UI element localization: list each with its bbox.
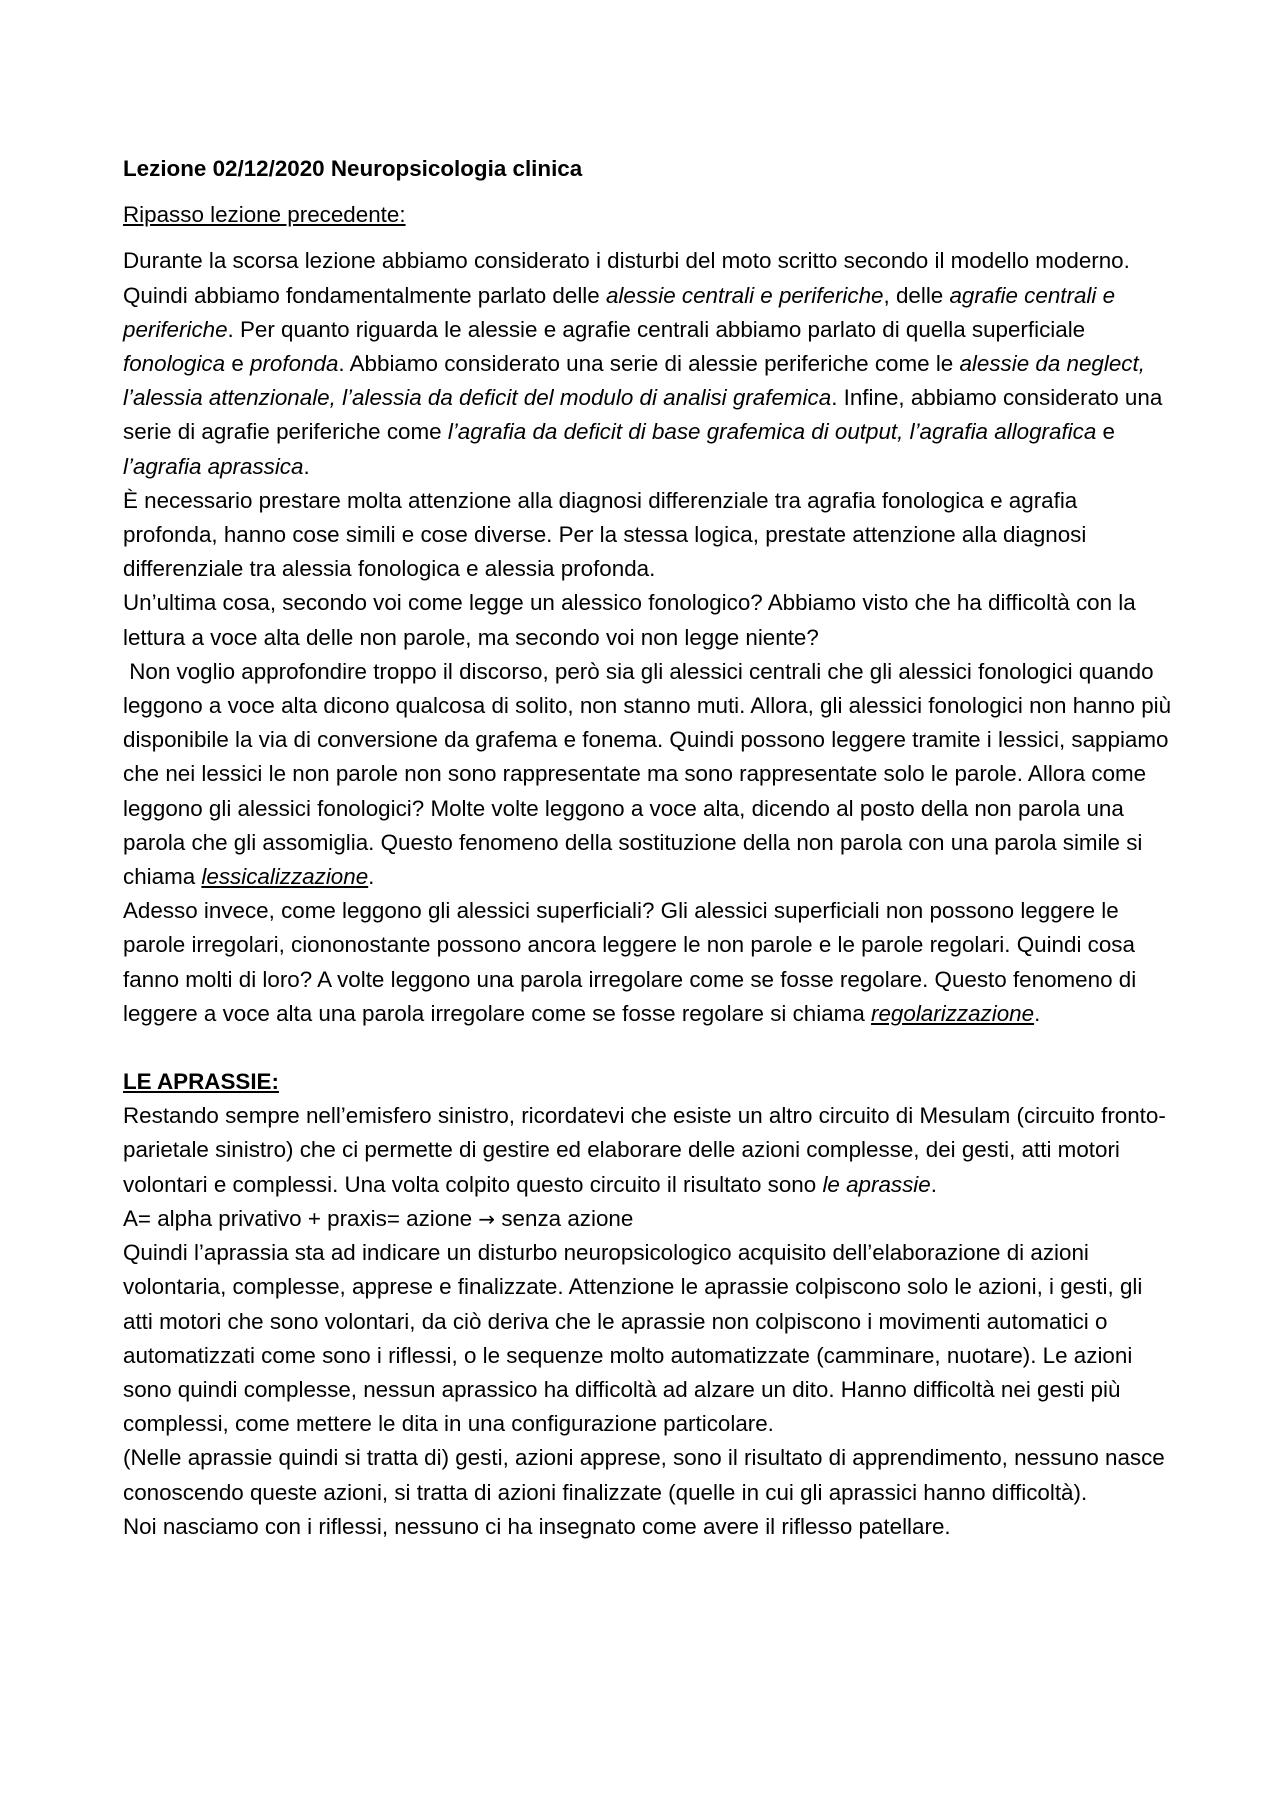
- text-run: .: [368, 864, 375, 890]
- paragraph-review-summary: [123, 244, 1173, 483]
- blank-line: [123, 1031, 1173, 1065]
- text-run: Durante la scorsa lezione abbiamo considerato i disturbi del moto scritto secondo il modello moderno. Quindi abbiamo fondamentalmente parlato delle: [123, 248, 1137, 308]
- paragraph-apraxia-definition: [123, 1236, 1173, 1441]
- text-run: Un’ultima cosa, secondo voi come legge un alessico fonologico? Abbiamo visto che ha difficoltà con la lettura a voce alta delle non parole, ma secondo voi non legge niente?: [123, 590, 1142, 650]
- paragraph-reflexes: [123, 1510, 1173, 1544]
- emphasized-term: regolarizzazione: [871, 1000, 1035, 1026]
- text-run: .: [303, 453, 310, 479]
- paragraph-etymology: [123, 1202, 1173, 1236]
- emphasized-term: agrafie centrali e periferiche: [123, 282, 1122, 342]
- paragraph-lexicalization: [123, 655, 1178, 894]
- text-run: Quindi l’aprassia sta ad indicare un disturbo neuropsicologico acquisito dell’elaborazione di azioni volontaria, complesse, apprese e finalizzate. Attenzione le aprassie colpiscono solo le azioni, i gesti, gli atti motori che sono volontari, da ciò deriva che le aprassie non colpiscono i movimenti automatici o automatizzati come sono i riflessi, o le sequenze molto automatizzate (camminare, nuotare). Le azioni sono quindi complesse, nessun aprassico ha difficoltà ad alzare un dito. Hanno difficoltà nei gesti più complessi, come mettere le dita in una configurazione particolare.: [123, 1240, 1149, 1437]
- text-run: senza azione: [495, 1205, 634, 1231]
- text-run: Noi nasciamo con i riflessi, nessuno ci ha insegnato come avere il riflesso patellare.: [123, 1513, 951, 1539]
- text-run: .: [1034, 1000, 1041, 1026]
- emphasized-term: fonologica: [123, 351, 226, 377]
- emphasized-term: profonda: [250, 351, 339, 377]
- paragraph-differential-agraphia: [123, 484, 1173, 587]
- text-run: e: [1096, 419, 1122, 445]
- emphasized-term: l’agrafia aprassica: [123, 453, 304, 479]
- text-run: Restando sempre nell’emisfero sinistro, ricordatevi che esiste un altro circuito di Mesulam (circuito fronto-parietale sinistro) che ci permette di gestire ed elaborare delle azioni complesse, dei gesti, atti motori volontari e complessi. Una volta colpito questo circuito il risultato sono: [123, 1103, 1166, 1197]
- text-run: (Nelle aprassie quindi si tratta di) gesti, azioni apprese, sono il risultato di apprendimento, nessuno nasce conoscendo queste azioni, si tratta di azioni finalizzate (quelle in cui gli aprassici hanno difficoltà).: [123, 1445, 1171, 1505]
- text-run: A= alpha privativo + praxis= azione: [123, 1205, 479, 1231]
- text-run: .: [930, 1171, 937, 1197]
- arrow-right-icon: →: [478, 1206, 496, 1231]
- paragraph-learned-actions: [123, 1441, 1173, 1509]
- text-run: . Per quanto riguarda le alessie e agrafie centrali abbiamo parlato di quella superficiale: [227, 316, 1092, 342]
- paragraph-regularization: [123, 894, 1173, 1031]
- text-run: , delle: [883, 282, 950, 308]
- text-run: . Infine, abbiamo considerato una serie di agrafie periferiche come: [123, 385, 1169, 445]
- paragraph-mesulam-circuit: [123, 1099, 1173, 1202]
- section-heading-apraxia: LE APRASSIE:: [123, 1069, 279, 1095]
- document-body: [123, 152, 1178, 1544]
- document-title: Lezione 02/12/2020 Neuropsicologia clinica: [123, 156, 583, 181]
- text-run: . Abbiamo considerato una serie di alessie periferiche come le: [338, 351, 960, 377]
- emphasized-term: alessie centrali e periferiche: [605, 282, 884, 308]
- text-run: È necessario prestare molta attenzione alla diagnosi differenziale tra agrafia fonologica e agrafia profonda, hanno cose simili e cose diverse. Per la stessa logica, prestate attenzione alla diagnosi differenziale tra alessia fonologica e alessia profonda.: [123, 487, 1093, 582]
- emphasized-term: le aprassie: [822, 1171, 931, 1197]
- text-run: Non voglio approfondire troppo il discorso, però sia gli alessici centrali che gli alessici fonologici quando leggono a voce alta dicono qualcosa di solito, non stanno muti. Allora, gli alessici fonologici non hanno più disponibile la via di conversione da grafema e fonema. Quindi possono leggere tramite i lessici, sappiamo che nei lessici le non parole non sono rappresentate ma sono rappresentate solo le parole. Allora come leggono gli alessici fonologici? Molte volte leggono a voce alta, dicendo al posto della non parola una parola che gli assomiglia. Questo fenomeno della sostituzione della non parola con una parola simile si chiama: [123, 658, 1178, 890]
- emphasized-term: l’agrafia da deficit di base grafemica di output, l’agrafia allografica: [447, 419, 1097, 445]
- text-run: e: [225, 351, 250, 377]
- emphasized-term: alessie da neglect, l’alessia attenzionale, l’alessia da deficit del modulo di analisi grafemica: [123, 351, 1152, 411]
- text-run: Adesso invece, come leggono gli alessici superficiali? Gli alessici superficiali non possono leggere le parole irregolari, ciononostante possono ancora leggere le non parole e le parole regolari. Quindi cosa fanno molti di loro? A volte leggono una parola irregolare come se fosse regolare. Questo fenomeno di leggere a voce alta una parola irregolare come se fosse regolare si chiama: [123, 898, 1143, 1026]
- paragraph-question-phonological: [123, 586, 1173, 654]
- review-subtitle: Ripasso lezione precedente:: [123, 202, 406, 228]
- emphasized-term: lessicalizzazione: [201, 864, 369, 890]
